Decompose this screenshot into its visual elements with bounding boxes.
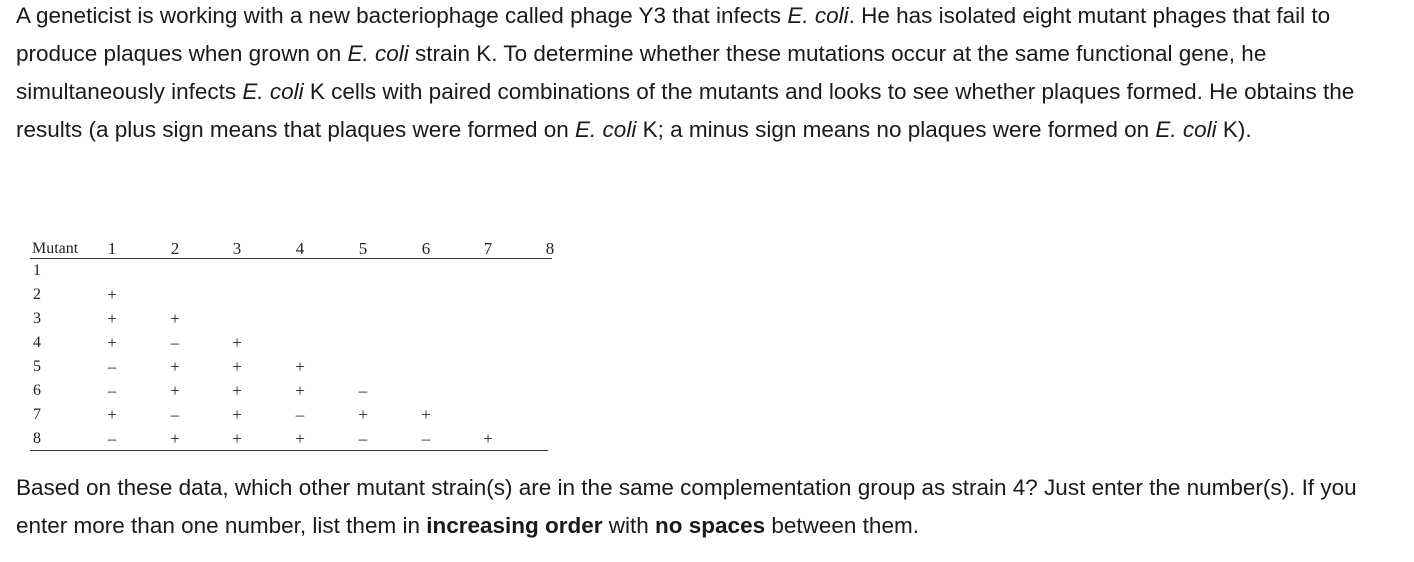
question-text: [16, 469, 1406, 545]
species-name: E. coli: [787, 3, 849, 28]
intro-text-3: strain K. To determine whether these mutations occur at the same functional gene, he simultaneously infects: [16, 41, 1267, 104]
species-name: E. coli: [347, 41, 409, 66]
result-cell: –: [107, 429, 117, 448]
question-text-3: between them.: [765, 513, 919, 538]
result-cell: +: [107, 405, 117, 424]
column-header: 4: [295, 239, 305, 258]
species-name: E. coli: [242, 79, 304, 104]
result-cell: +: [107, 333, 117, 352]
result-cell: +: [232, 429, 242, 448]
result-cell: –: [358, 429, 368, 448]
species-name: E. coli: [1155, 117, 1217, 142]
question-text-2: with: [602, 513, 656, 538]
result-cell: +: [295, 381, 305, 400]
column-header: 7: [483, 239, 493, 258]
row-label: 6: [33, 382, 41, 399]
column-header: 6: [421, 239, 431, 258]
result-cell: –: [421, 429, 431, 448]
emphasis-no-spaces: no spaces: [655, 513, 766, 538]
question-text-1: Based on these data, which other mutant strain(s) are in the same complementation group as strain 4? Just enter the number(s). If you enter more than one number, list them in: [16, 475, 1357, 538]
row-label: 4: [33, 334, 41, 351]
header-rule: [30, 258, 552, 259]
result-cell: –: [107, 381, 117, 400]
result-cell: –: [358, 381, 368, 400]
result-cell: +: [232, 381, 242, 400]
complementation-table: [30, 238, 555, 458]
emphasis-increasing-order: increasing order: [426, 513, 603, 538]
column-header: 1: [107, 239, 117, 258]
row-label: 5: [33, 358, 41, 375]
result-cell: +: [421, 405, 431, 424]
column-header-corner: Mutant: [32, 240, 79, 257]
result-cell: +: [295, 357, 305, 376]
column-header: 2: [170, 239, 180, 258]
result-cell: +: [170, 309, 180, 328]
intro-text-5: K; a minus sign means no plaques were formed on: [636, 117, 1156, 142]
problem-statement: [16, 0, 1406, 149]
result-cell: –: [295, 405, 305, 424]
column-header: 3: [232, 239, 242, 258]
row-label: 7: [33, 406, 41, 423]
result-cell: +: [295, 429, 305, 448]
result-cell: +: [358, 405, 368, 424]
column-header: 8: [545, 239, 555, 258]
result-cell: +: [170, 381, 180, 400]
row-label: 1: [33, 262, 41, 279]
result-cell: –: [107, 357, 117, 376]
intro-text-6: K).: [1216, 117, 1252, 142]
intro-text-2: . He has isolated eight mutant phages that fail to produce plaques when grown on: [16, 3, 1331, 66]
result-cell: +: [107, 285, 117, 304]
intro-text-4: K cells with paired combinations of the mutants and looks to see whether plaques formed. He obtains the results (a plus sign means that plaques were formed on: [16, 79, 1355, 142]
result-cell: +: [232, 357, 242, 376]
species-name: E. coli: [575, 117, 637, 142]
result-cell: –: [170, 405, 180, 424]
row-label: 8: [33, 430, 41, 447]
result-cell: +: [170, 357, 180, 376]
result-cell: +: [170, 429, 180, 448]
column-header: 5: [358, 239, 368, 258]
bottom-rule: [30, 450, 548, 451]
result-cell: +: [483, 429, 493, 448]
row-label: 2: [33, 286, 41, 303]
result-cell: +: [232, 405, 242, 424]
result-cell: +: [232, 333, 242, 352]
result-cell: –: [170, 333, 180, 352]
result-cell: +: [107, 309, 117, 328]
intro-text-1: A geneticist is working with a new bacteriophage called phage Y3 that infects: [16, 3, 788, 28]
row-label: 3: [33, 310, 41, 327]
